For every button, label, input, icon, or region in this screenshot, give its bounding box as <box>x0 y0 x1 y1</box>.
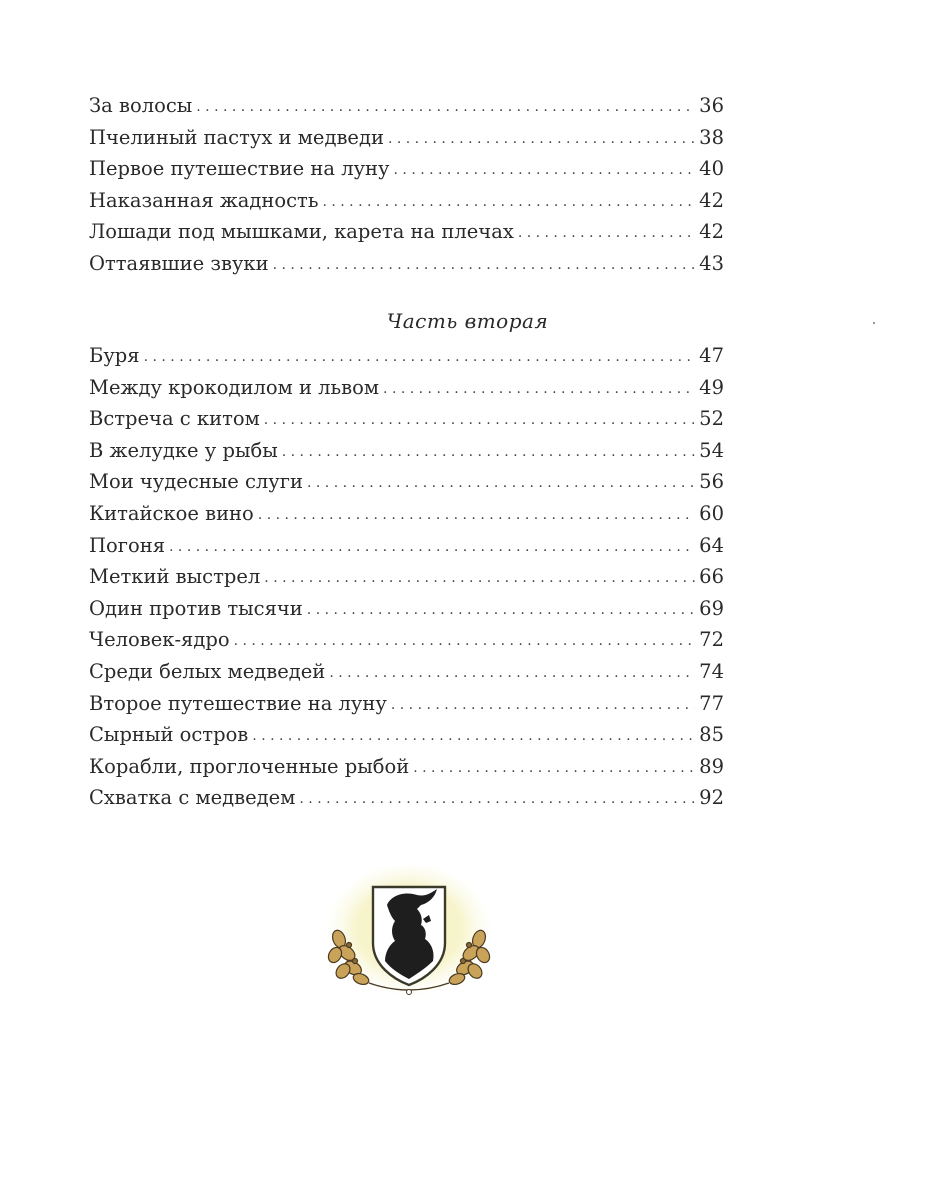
toc-entry-title: Человек-ядро <box>89 628 230 652</box>
dot-leader <box>258 500 695 532</box>
toc-entry-page: 72 <box>699 628 724 652</box>
toc-entry-title: Среди белых медведей <box>89 659 326 683</box>
dot-leader <box>252 721 695 753</box>
dot-leader <box>169 532 695 564</box>
toc-entry <box>89 656 724 688</box>
dot-leader <box>307 595 695 627</box>
toc-entry-page: 89 <box>699 754 724 778</box>
dot-leader <box>329 658 695 690</box>
toc-entry-title: Один против тысячи <box>89 596 303 620</box>
toc-entry-title: В желудке у рыбы <box>89 438 278 462</box>
toc-entry <box>89 719 724 751</box>
toc-entry-title: Корабли, проглоченные рыбой <box>89 754 410 778</box>
toc-entry <box>89 153 724 185</box>
toc-entry-title: Мои чудесные слуги <box>89 470 303 494</box>
dot-leader <box>391 690 695 722</box>
dot-leader <box>394 155 696 187</box>
toc-entry <box>89 90 724 122</box>
toc-entry-page: 74 <box>699 659 724 683</box>
toc-entry-page: 92 <box>699 786 724 810</box>
toc-entry-page: 60 <box>699 501 724 525</box>
toc-entry <box>89 782 724 814</box>
toc-entry <box>89 216 724 248</box>
toc-entry-title: Между крокодилом и львом <box>89 375 380 399</box>
toc-entry-title: Сырный остров <box>89 723 249 747</box>
coat-of-arms-icon <box>325 865 493 1005</box>
toc-entry-page: 36 <box>699 94 724 117</box>
toc-entry <box>89 561 724 593</box>
toc-entry-title: Китайское вино <box>89 501 254 525</box>
toc-entry-title: Наказанная жадность <box>89 188 319 212</box>
toc-entry <box>89 751 724 783</box>
toc-part-two <box>89 340 724 814</box>
toc-entry-page: 56 <box>699 470 724 494</box>
toc-entry-page: 54 <box>699 438 724 462</box>
dot-leader <box>196 92 695 124</box>
toc-entry-page: 85 <box>699 723 724 747</box>
toc-entry <box>89 530 724 562</box>
toc-entry-title: Второе путешествие на луну <box>89 691 387 715</box>
toc-entry <box>89 340 724 372</box>
toc-entry-title: Первое путешествие на луну <box>89 157 390 181</box>
toc-entry-title: Схватка с медведем <box>89 786 296 810</box>
toc-entry <box>89 688 724 720</box>
toc-entry <box>89 435 724 467</box>
dot-leader <box>234 626 696 658</box>
toc-entry-title: Погоня <box>89 533 166 557</box>
toc-entry-page: 38 <box>699 125 724 149</box>
toc-entry-title: Оттаявшие звуки <box>89 251 269 275</box>
dot-leader <box>264 563 695 595</box>
dot-leader <box>144 342 696 374</box>
toc-entry-title: Буря <box>89 344 140 367</box>
toc-entry-page: 64 <box>699 533 724 557</box>
toc-entry-page: 42 <box>699 188 724 212</box>
dot-leader <box>307 468 695 500</box>
toc-entry-page: 77 <box>699 691 724 715</box>
toc-entry <box>89 466 724 498</box>
toc-entry-page: 69 <box>699 596 724 620</box>
toc-entry-title: Лошади под мышками, карета на плечах <box>89 220 514 244</box>
toc-entry <box>89 372 724 404</box>
toc-entry-page: 66 <box>699 565 724 589</box>
dot-leader <box>322 187 695 219</box>
dot-leader <box>264 405 695 437</box>
toc-entry-page: 52 <box>699 407 724 431</box>
dot-leader <box>518 218 695 250</box>
toc-entry-page: 47 <box>699 344 724 367</box>
print-speck <box>873 322 875 324</box>
toc-entry <box>89 403 724 435</box>
toc-entry-title: Встреча с китом <box>89 407 260 431</box>
toc-entry <box>89 593 724 625</box>
toc-entry <box>89 185 724 217</box>
dot-leader <box>273 250 696 282</box>
toc-entry <box>89 624 724 656</box>
toc-entry <box>89 248 724 280</box>
toc-entry-title: Пчелиный пастух и медведи <box>89 125 384 149</box>
toc-entry-title: За волосы <box>89 94 193 117</box>
toc-entry-page: 42 <box>699 220 724 244</box>
toc-part-one <box>89 90 724 280</box>
dot-leader <box>299 784 695 816</box>
toc-entry <box>89 498 724 530</box>
dot-leader <box>413 753 695 785</box>
toc-entry-title: Меткий выстрел <box>89 565 261 589</box>
dot-leader <box>388 124 695 156</box>
dot-leader <box>383 374 695 406</box>
dot-leader <box>282 437 695 469</box>
toc-entry-page: 40 <box>699 157 724 181</box>
toc-entry <box>89 122 724 154</box>
part-two-heading: Часть вторая <box>386 309 549 333</box>
toc-entry-page: 43 <box>699 251 724 275</box>
toc-entry-page: 49 <box>699 375 724 399</box>
